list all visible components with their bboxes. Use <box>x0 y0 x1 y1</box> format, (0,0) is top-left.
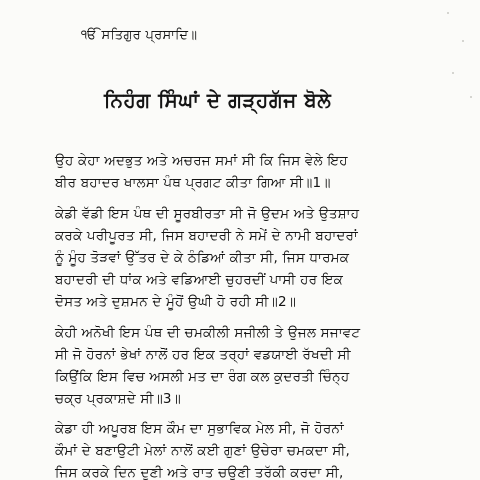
text-line: ਚਕ੍ਰ ਪ੍ਰਕਾਸ਼ਦੇ ਸੀ॥3॥ <box>55 391 181 407</box>
text-line: ਨੂੰ ਮੂੰਹ ਤੋੜਵਾਂ ਉੱਤਰ ਦੇ ਕੇ ਠੰਡਿਆਂ ਕੀਤਾ ਸੀ, ਜਿਸ ਧਾਰਮਕ <box>55 250 350 266</box>
text-line: ਜਿਸ ਕਰਕੇ ਦਿਨ ਦੂਣੀ ਅਤੇ ਰਾਤ ਚਉਣੀ ਤਰੱਕੀ ਕਰਦਾ ਸੀ, <box>55 465 344 480</box>
text-line: ਕਿਉਂਕਿ ਇਸ ਵਿਚ ਅਸਲੀ ਮਤ ਦਾ ਰੰਗ ਕਲ ਕੁਦਰਤੀ ਚਿੰਨ੍ਹ <box>55 369 350 385</box>
page-title: ਨਿਹੰਗ ਸਿੰਘਾਂ ਦੇ ਗੜ੍ਹਗੱਜ ਬੋਲੇ <box>104 88 332 112</box>
text-line: ਬੀਰ ਬਹਾਦਰ ਖਾਲਸਾ ਪੰਥ ਪ੍ਰਗਟ ਕੀਤਾ ਗਿਆ ਸੀ॥1॥ <box>55 175 331 191</box>
paragraph-3 <box>55 322 465 410</box>
text-line: ਉਹ ਕੇਹਾ ਅਦਭੁਤ ਅਤੇ ਅਚਰਜ ਸਮਾਂ ਸੀ ਕਿ ਜਿਸ ਵੇਲੇ ਇਹ <box>55 153 348 169</box>
text-line: ਕੇਡਾ ਹੀ ਅਪੂਰਬ ਇਸ ਕੌਮ ਦਾ ਸੁਭਾਵਿਕ ਮੇਲ ਸੀ, ਜੋ ਹੋਰਨਾਂ <box>55 421 344 437</box>
text-line: ਸੀ ਜੋ ਹੋਰਨਾਂ ਭੇਖਾਂ ਨਾਲੋਂ ਹਰ ਇਕ ਤਰ੍ਹਾਂ ਵਡਯਾਈ ਰੱਖਦੀ ਸੀ <box>55 347 351 363</box>
paper-speck <box>452 72 454 74</box>
text-line: ਕਰਕੇ ਪਰੀਪੂਰਤ ਸੀ, ਜਿਸ ਬਹਾਦਰੀ ਨੇ ਸਮੇਂ ਦੇ ਨਾਮੀ ਬਹਾਦਰਾਂ <box>55 228 358 244</box>
text-line: ਕੌਮਾਂ ਦੇ ਬਣਾਉਟੀ ਮੇਲਾਂ ਨਾਲੋਂ ਕਈ ਗੁਣਾਂ ਉਚੇਰਾ ਚਮਕਦਾ ਸੀ, <box>55 443 351 459</box>
paragraph-1 <box>55 150 465 194</box>
text-line: ਬਹਾਦਰੀ ਦੀ ਧਾਂਕ ਅਤੇ ਵਡਿਆਈ ਚੁਹਰਦੀਂ ਪਾਸੀ ਹਰ ਇਕ <box>55 272 344 288</box>
paper-speck <box>447 12 449 14</box>
invocation-line: ੴ ਸਤਿਗੁਰ ਪ੍ਰਸਾਦਿ॥ <box>81 28 198 43</box>
paper-speck <box>462 40 464 42</box>
paragraph-2 <box>55 203 465 313</box>
paper-speck <box>470 96 472 98</box>
paragraph-4 <box>55 418 465 480</box>
text-line: ਕੇਡੀ ਵੱਡੀ ਇਸ ਪੰਥ ਦੀ ਸੂਰਬੀਰਤਾ ਸੀ ਜੋ ਉਦਮ ਅਤੇ ਉਤਸ਼ਾਹ <box>55 206 360 222</box>
text-line: ਕੇਹੀ ਅਨੋਖੀ ਇਸ ਪੰਥ ਦੀ ਚਮਕੀਲੀ ਸਜੀਲੀ ਤੇ ਉਜਲ ਸਜਾਵਟ <box>55 325 361 341</box>
text-line: ਦੋਸਤ ਅਤੇ ਦੁਸ਼ਮਨ ਦੇ ਮੂੰਹੋਂ ਉਘੀ ਹੋ ਰਹੀ ਸੀ॥2॥ <box>55 294 297 310</box>
